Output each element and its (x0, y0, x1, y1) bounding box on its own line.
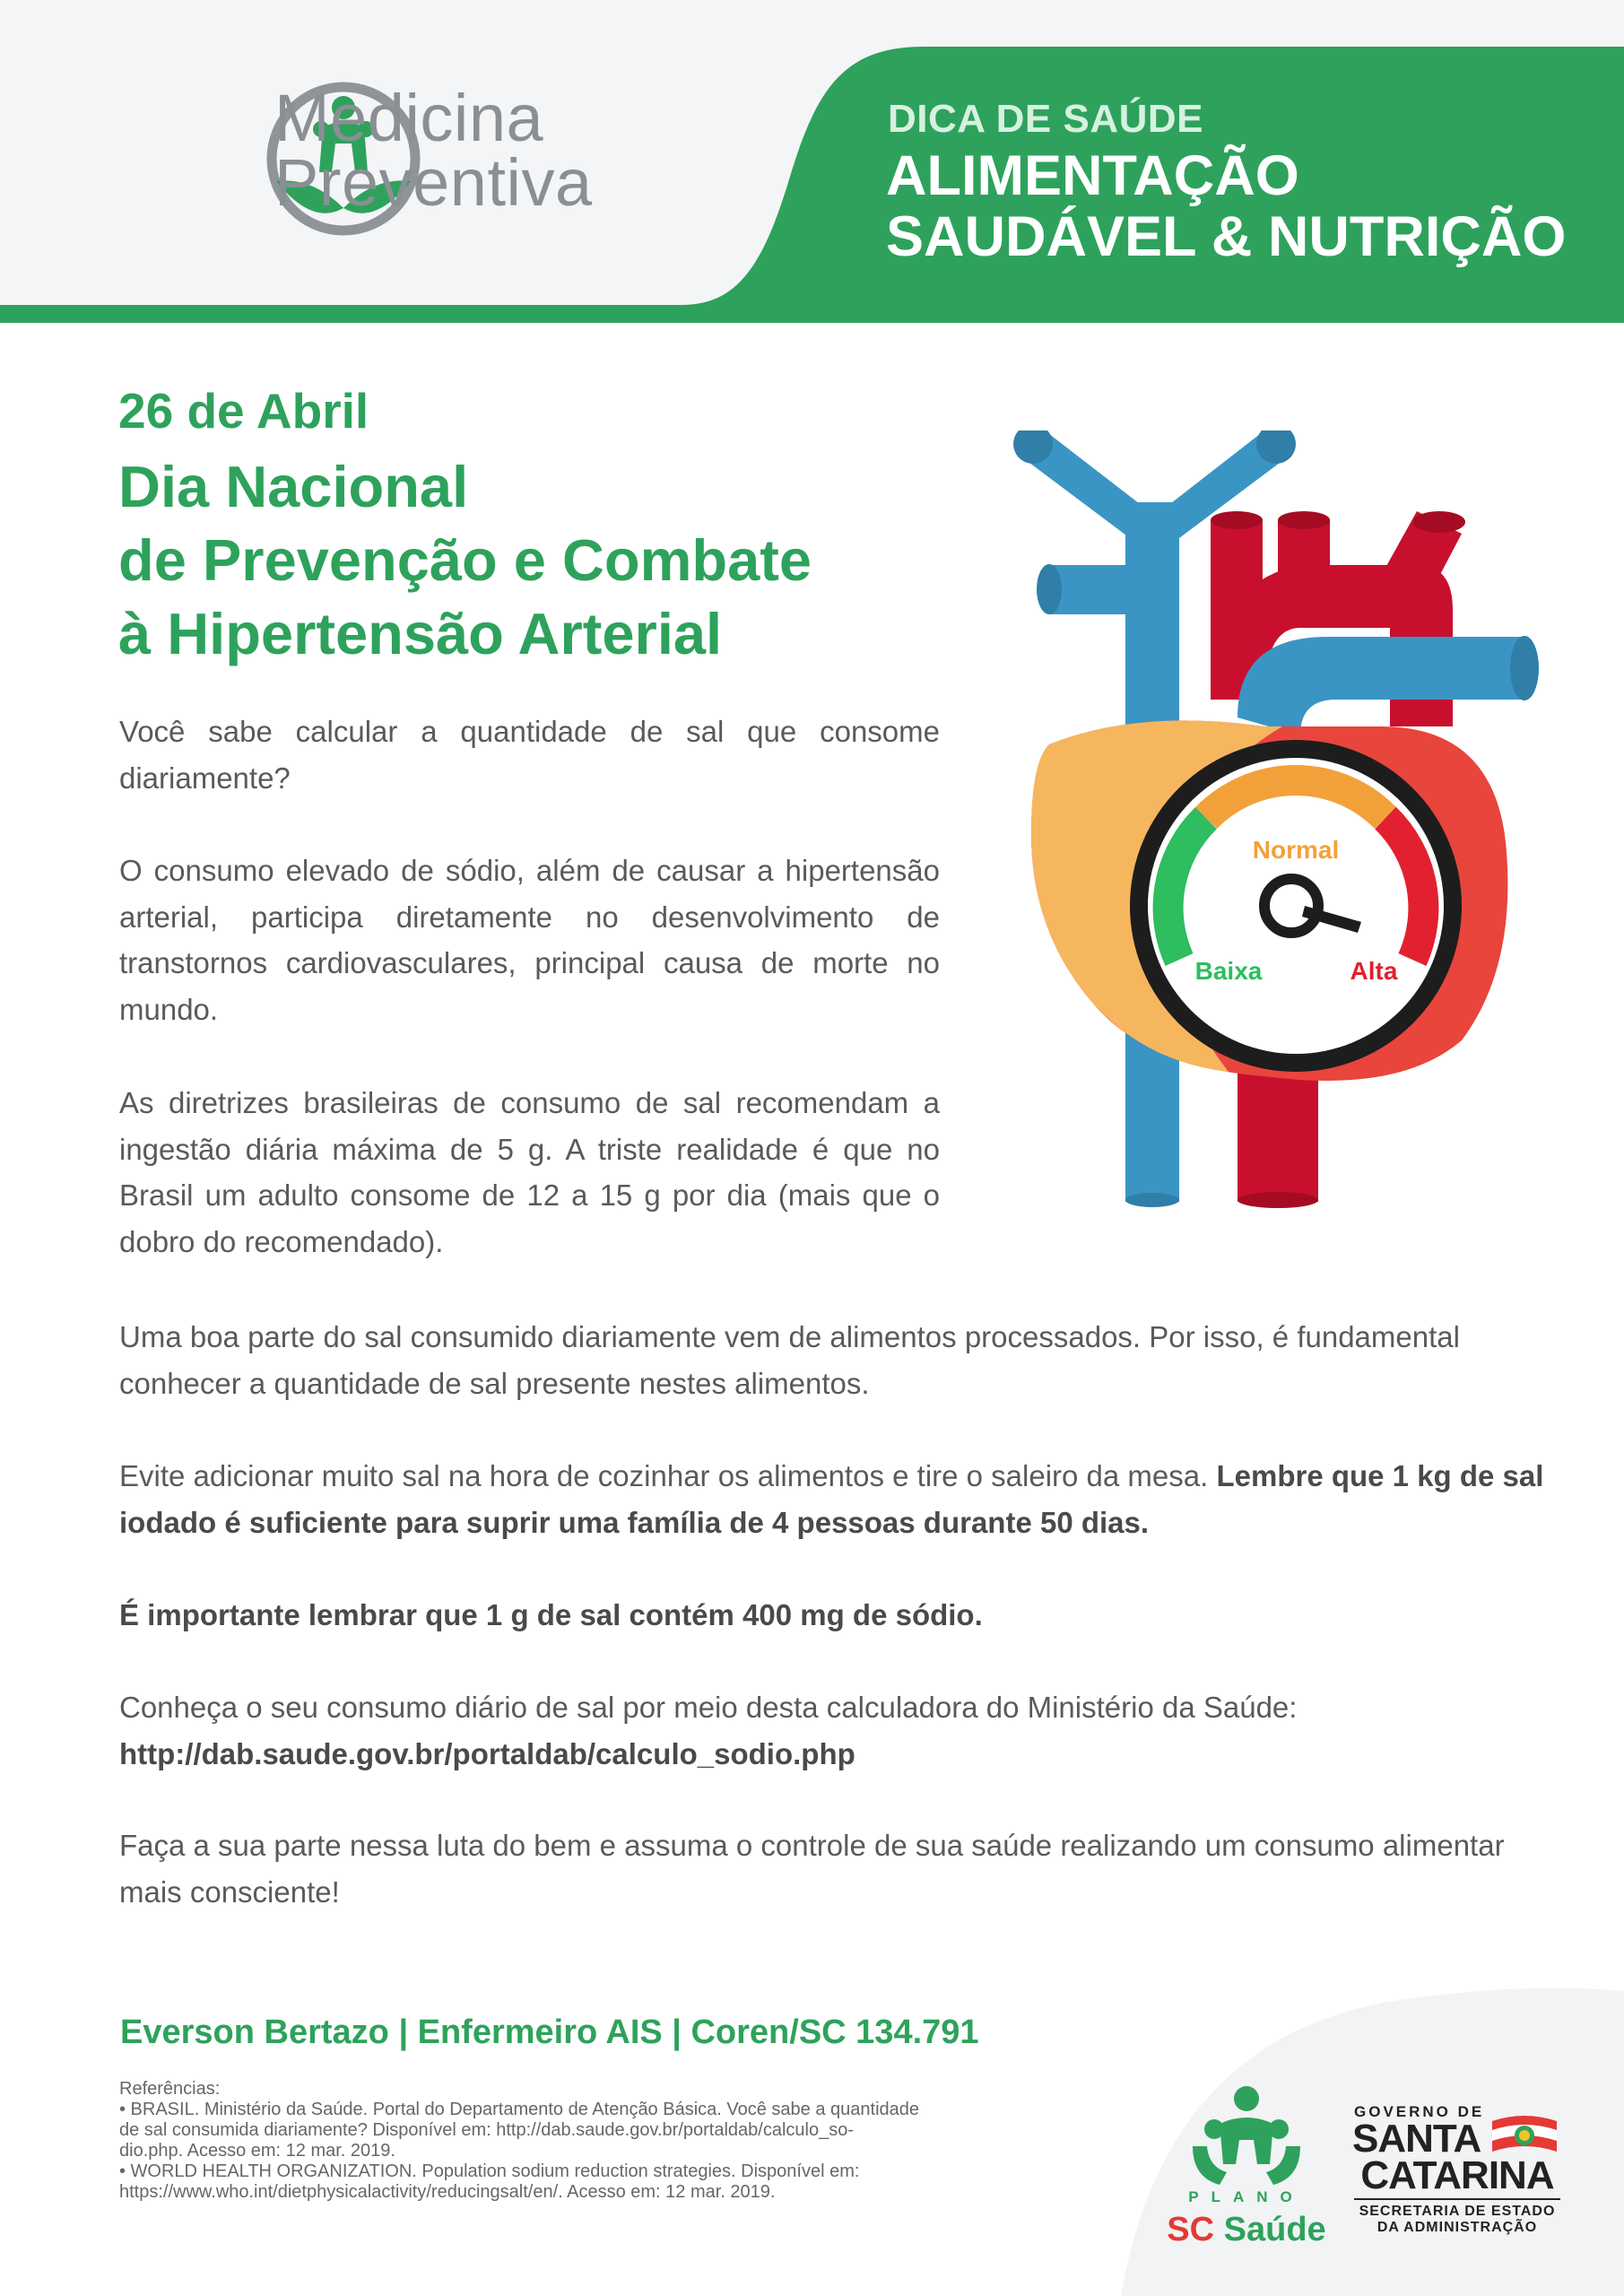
gov-sec-line-2: DA ADMINISTRAÇÃO (1376, 2220, 1538, 2235)
headline-title-line-3: à Hipertensão Arterial (118, 601, 723, 666)
references (119, 2079, 1016, 2203)
gauge-normal-label: Normal (1252, 836, 1340, 864)
paragraph-1: Você sabe calcular a quantidade de sal que consome diariamente? (119, 715, 940, 795)
calculator-link[interactable]: http://dab.saude.gov.br/portaldab/calculo_sodio.php (119, 1736, 855, 1770)
paragraph-3: As diretrizes brasileiras de consumo de sal recomendam a ingestão diária máxima de 5 g. A triste realidade é que no Brasil um adulto consome de 12 a 15 g por dia (mais que o dobro do recomendado). (119, 1086, 940, 1258)
paragraph-8: Faça a sua parte nessa luta do bem e assuma o controle de sua saúde realizando um consumo alimentar mais consciente! (119, 1829, 1505, 1909)
paragraph-6-bold: É importante lembrar que 1 g de sal contém 400 mg de sódio. (119, 1598, 983, 1631)
reference-2-line-1: • WORLD HEALTH ORGANIZATION. Population sodium reduction strategies. Disponível em: (119, 2161, 860, 2181)
gauge-low-label: Baixa (1194, 957, 1263, 985)
blood-pressure-gauge-icon (1130, 740, 1462, 1072)
sc-word: SC (1167, 2211, 1215, 2248)
gov-catarina-text: CATARINA (1360, 2153, 1554, 2197)
paragraph-6 (119, 1592, 1545, 1639)
gov-sec-line-1: SECRETARIA DE ESTADO (1359, 2204, 1556, 2219)
paragraph-5-text: Evite adicionar muito sal na hora de cozinhar os alimentos e tire o saleiro da mesa. (119, 1459, 1209, 1492)
heart-gauge-illustration (995, 430, 1542, 1220)
paragraph-4: Uma boa parte do sal consumido diariamente vem de alimentos processados. Por isso, é fundamental conhecer a quantidade de sal presente nestes alimentos. (119, 1320, 1460, 1400)
gov-santa-text: SANTA (1352, 2117, 1481, 2161)
header-title-line-1: ALIMENTAÇÃO (886, 144, 1299, 207)
plano-word: PLANO (1188, 2188, 1305, 2205)
header-title-line-2: SAUDÁVEL & NUTRIÇÃO (886, 205, 1567, 268)
paragraph-5-bold: Lembre que 1 kg de sal iodado é suficiente para suprir uma família de 4 pessoas durante 50 dias. (119, 1459, 1544, 1539)
header-tag: DICA DE SAÚDE (888, 97, 1204, 141)
logo-line-2: Preventiva (274, 145, 593, 220)
saude-word: Saúde (1223, 2211, 1326, 2248)
headline-title-line-2: de Prevenção e Combate (118, 527, 812, 593)
headline-title-line-1: Dia Nacional (118, 454, 469, 519)
logo-line-1: Medicina (274, 81, 544, 155)
author-signature: Everson Bertazo | Enfermeiro AIS | Coren/SC 134.791 (120, 2013, 979, 2051)
reference-1-line-1: • BRASIL. Ministério da Saúde. Portal do Departamento de Atenção Básica. Você sabe a quantidade (119, 2100, 920, 2119)
reference-1-line-3: dio.php. Acesso em: 12 mar. 2019. (119, 2141, 395, 2161)
paragraph-7 (119, 1684, 1545, 1777)
gauge-high-label: Alta (1350, 957, 1398, 985)
gov-secretaria (1345, 2204, 1569, 2236)
paragraph-7-text: Conheça o seu consumo diário de sal por meio desta calculadora do Ministério da Saúde: (119, 1691, 1298, 1724)
headline-title (118, 450, 812, 671)
reference-2-line-2: https://www.who.int/dietphysicalactivity/reducingsalt/en/. Acesso em: 12 mar. 2019. (119, 2182, 776, 2202)
santa-catarina-flag-icon (1489, 2112, 1560, 2159)
references-title: Referências: (119, 2079, 221, 2099)
gov-divider (1354, 2198, 1560, 2200)
reference-1-line-2: de sal consumida diariamente? Disponível em: http://dab.saude.gov.br/portaldab/calculo_so- (119, 2120, 854, 2140)
sc-saude-wordmark (1157, 2211, 1336, 2249)
paragraph-2: O consumo elevado de sódio, além de causar a hipertensão arterial, participa diretamente no desenvolvimento de transtornos cardiovasculares, principal causa de morte no mundo. (119, 854, 940, 1026)
logo-wordmark (274, 81, 593, 220)
gov-top-text: GOVERNO DE (1354, 2103, 1485, 2120)
paragraph-5 (119, 1453, 1545, 1545)
header-title (886, 145, 1566, 267)
headline-date: 26 de Abril (118, 383, 369, 439)
